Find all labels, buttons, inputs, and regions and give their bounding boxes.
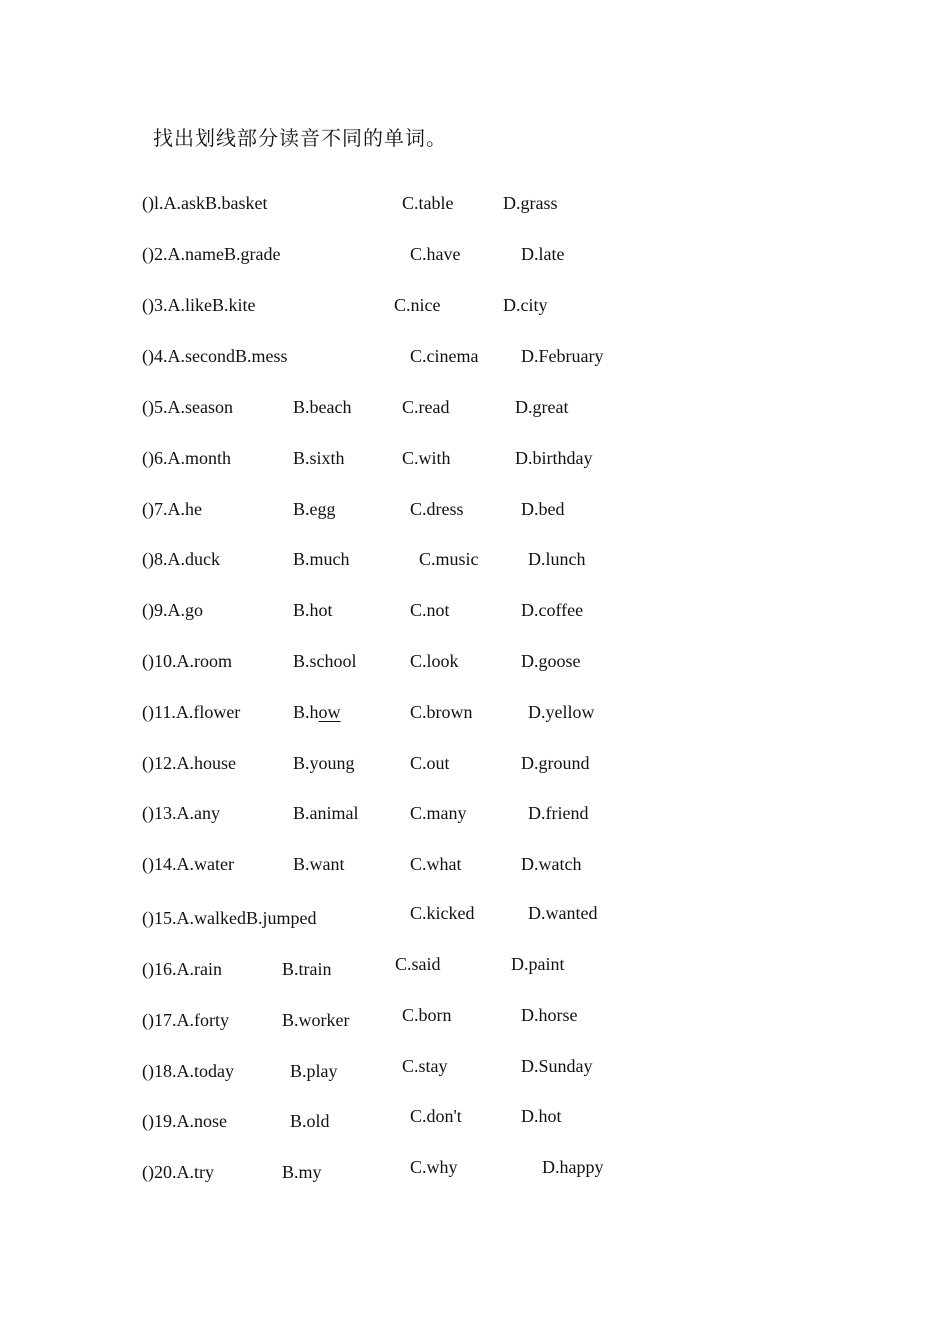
option-b: B.play [290, 1061, 338, 1081]
option-c: C.brown [410, 702, 473, 722]
option-c: C.many [410, 803, 467, 823]
option-b: B.old [290, 1111, 330, 1131]
option-c: C.music [419, 549, 479, 569]
option-a: ()19.A.nose [142, 1111, 227, 1131]
question-row [0, 190, 950, 216]
option-c: C.don't [410, 1106, 462, 1126]
option-a: ()11.A.flower [142, 702, 241, 722]
option-d: D.yellow [528, 702, 595, 722]
option-c: C.what [410, 854, 462, 874]
question-row [0, 496, 950, 522]
option-c: C.kicked [410, 903, 475, 923]
option-c: C.cinema [410, 346, 479, 366]
option-b: B.train [282, 959, 332, 979]
option-b: B.much [293, 549, 350, 569]
option-d: D.lunch [528, 549, 586, 569]
option-a: ()18.A.today [142, 1061, 234, 1081]
option-b: B.school [293, 651, 357, 671]
option-a: ()4.A.secondB.mess [142, 346, 288, 366]
option-a: ()6.A.month [142, 448, 231, 468]
option-c: C.have [410, 244, 461, 264]
option-a: ()7.A.he [142, 499, 202, 519]
option-c: C.why [410, 1157, 458, 1177]
option-b: B.want [293, 854, 345, 874]
option-a: ()3.A.likeB.kite [142, 295, 256, 315]
option-c: C.read [402, 397, 450, 417]
option-c: C.with [402, 448, 451, 468]
option-c: C.look [410, 651, 459, 671]
question-row [0, 800, 950, 826]
question-row [0, 699, 950, 725]
option-c: C.table [402, 193, 454, 213]
question-row [0, 445, 950, 471]
option-d: D.horse [521, 1005, 578, 1025]
option-b: B.egg [293, 499, 336, 519]
option-a: ()20.A.try [142, 1162, 214, 1182]
option-a: ()8.A.duck [142, 549, 220, 569]
option-a: ()10.A.room [142, 651, 232, 671]
option-d: D.wanted [528, 903, 598, 923]
question-row [0, 956, 950, 982]
option-d: D.watch [521, 854, 582, 874]
option-b: B.my [282, 1162, 322, 1182]
option-c: C.born [402, 1005, 452, 1025]
question-row [0, 648, 950, 674]
question-row [0, 1159, 950, 1185]
option-b: B.animal [293, 803, 359, 823]
question-row [0, 1108, 950, 1134]
option-d: D.great [515, 397, 569, 417]
underlined-letters: ow [318, 702, 341, 722]
option-c: C.not [410, 600, 450, 620]
option-b: B.sixth [293, 448, 345, 468]
question-row [0, 241, 950, 267]
option-a: ()l.A.askB.basket [142, 193, 268, 213]
question-row [0, 905, 950, 931]
option-b: B.worker [282, 1010, 350, 1030]
option-a: ()12.A.house [142, 753, 236, 773]
option-d: D.happy [542, 1157, 604, 1177]
option-d: D.coffee [521, 600, 584, 620]
option-b: B.beach [293, 397, 352, 417]
question-row [0, 851, 950, 877]
option-c: C.said [395, 954, 441, 974]
option-a: ()17.A.forty [142, 1010, 229, 1030]
question-row [0, 750, 950, 776]
option-a: ()9.A.go [142, 600, 203, 620]
option-d: D.city [503, 295, 548, 315]
option-d: D.birthday [515, 448, 593, 468]
option-d: D.grass [503, 193, 558, 213]
option-b: B.young [293, 753, 355, 773]
option-d: D.friend [528, 803, 589, 823]
question-row [0, 1058, 950, 1084]
option-b: B.hot [293, 600, 333, 620]
option-c: C.stay [402, 1056, 448, 1076]
option-d: D.ground [521, 753, 590, 773]
option-a: ()15.A.walkedB.jumped [142, 908, 317, 928]
option-a: ()2.A.nameB.grade [142, 244, 281, 264]
option-a: ()14.A.water [142, 854, 234, 874]
question-row [0, 394, 950, 420]
option-c: C.out [410, 753, 450, 773]
question-row [0, 292, 950, 318]
option-d: D.goose [521, 651, 581, 671]
option-d: D.late [521, 244, 565, 264]
question-row [0, 343, 950, 369]
option-c: C.dress [410, 499, 464, 519]
option-b-text: B.h [293, 702, 319, 722]
option-d: D.paint [511, 954, 565, 974]
option-a: ()13.A.any [142, 803, 220, 823]
question-row [0, 546, 950, 572]
option-a: ()16.A.rain [142, 959, 222, 979]
question-row [0, 597, 950, 623]
page-title: 找出划线部分读音不同的单词。 [153, 126, 447, 150]
option-a: ()5.A.season [142, 397, 233, 417]
option-c: C.nice [394, 295, 441, 315]
option-d: D.Sunday [521, 1056, 593, 1076]
option-d: D.February [521, 346, 604, 366]
option-d: D.bed [521, 499, 565, 519]
option-b [293, 699, 341, 725]
question-row [0, 1007, 950, 1033]
option-d: D.hot [521, 1106, 562, 1126]
